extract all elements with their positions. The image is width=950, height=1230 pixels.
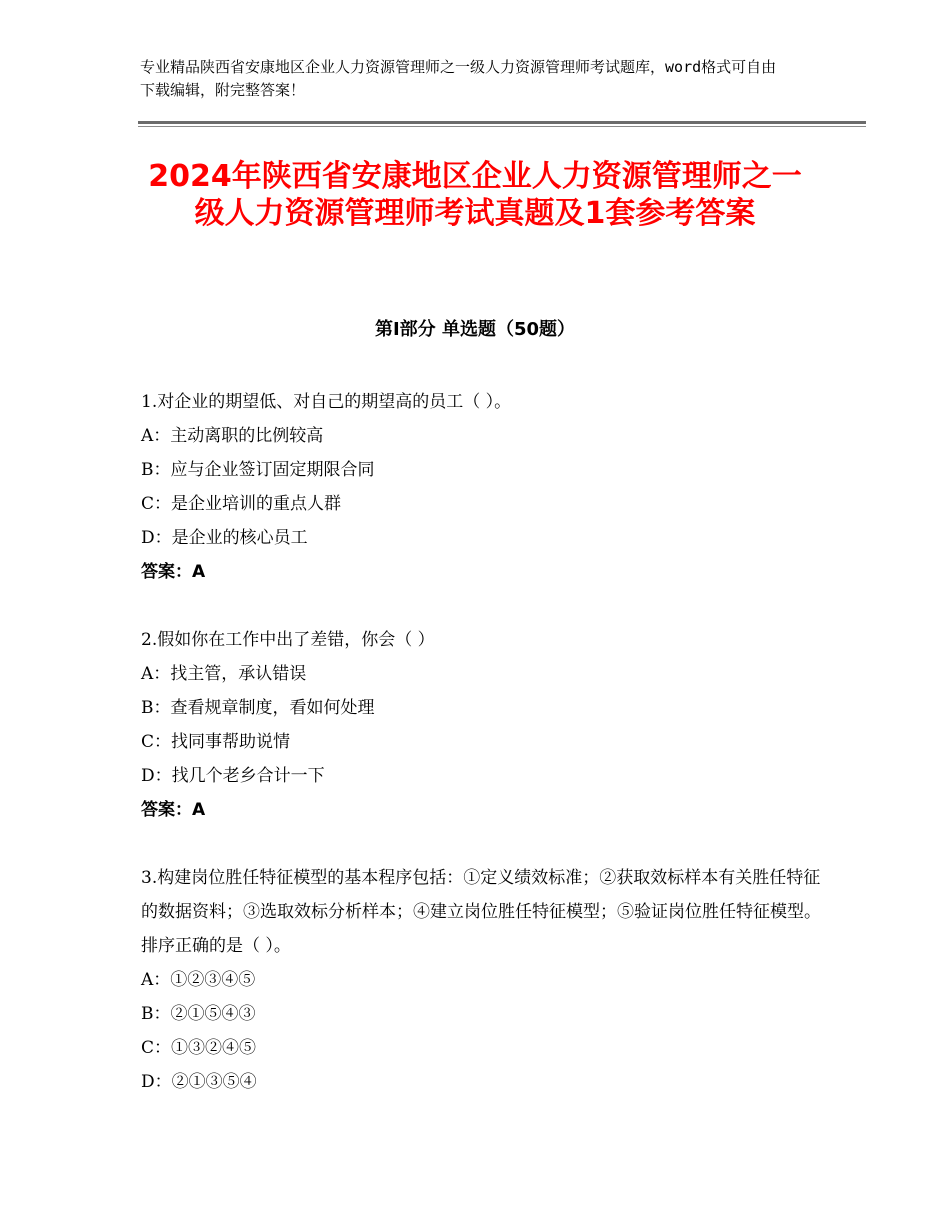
question-2 [141,623,821,827]
header-divider [138,121,866,124]
section-title: 第Ⅰ部分 单选题（50题） [374,319,575,340]
question-stem: 3.构建岗位胜任特征模型的基本程序包括：①定义绩效标准；②获取效标样本有关胜任特征的数据资料；③选取效标分析样本；④建立岗位胜任特征模型；⑤验证岗位胜任特征模型。排序正确的是（ ）。 [141,868,821,956]
answer: 答案：A [141,800,206,820]
question-1 [141,385,821,589]
option-b: B：②①⑤④③ [141,1004,256,1024]
question-stem: 2.假如你在工作中出了差错，你会（ ） [141,630,435,650]
option-b: B：应与企业签订固定期限合同 [141,460,375,480]
question-list [141,385,821,1133]
question-3 [141,861,821,1099]
question-stem: 1.对企业的期望低、对自己的期望高的员工（ ）。 [141,392,512,412]
option-a: A：找主管，承认错误 [141,664,307,684]
option-b: B：查看规章制度，看如何处理 [141,698,375,718]
option-a: A：主动离职的比例较高 [141,426,324,446]
option-d: D：找几个老乡合计一下 [141,766,325,786]
option-c: C：是企业培训的重点人群 [141,494,342,514]
header-divider-thin [138,126,866,127]
option-a: A：①②③④⑤ [141,970,256,990]
option-c: C：找同事帮助说情 [141,732,291,752]
option-d: D：②①③⑤④ [141,1072,257,1092]
document-title: 2024年陕西省安康地区企业人力资源管理师之一级人力资源管理师考试真题及1套参考答案 [148,159,802,231]
answer: 答案：A [141,562,206,582]
option-c: C：①③②④⑤ [141,1038,257,1058]
header-note: 专业精品陕西省安康地区企业人力资源管理师之一级人力资源管理师考试题库，word格式可自由下载编辑，附完整答案！ [140,58,777,99]
option-d: D：是企业的核心员工 [141,528,308,548]
